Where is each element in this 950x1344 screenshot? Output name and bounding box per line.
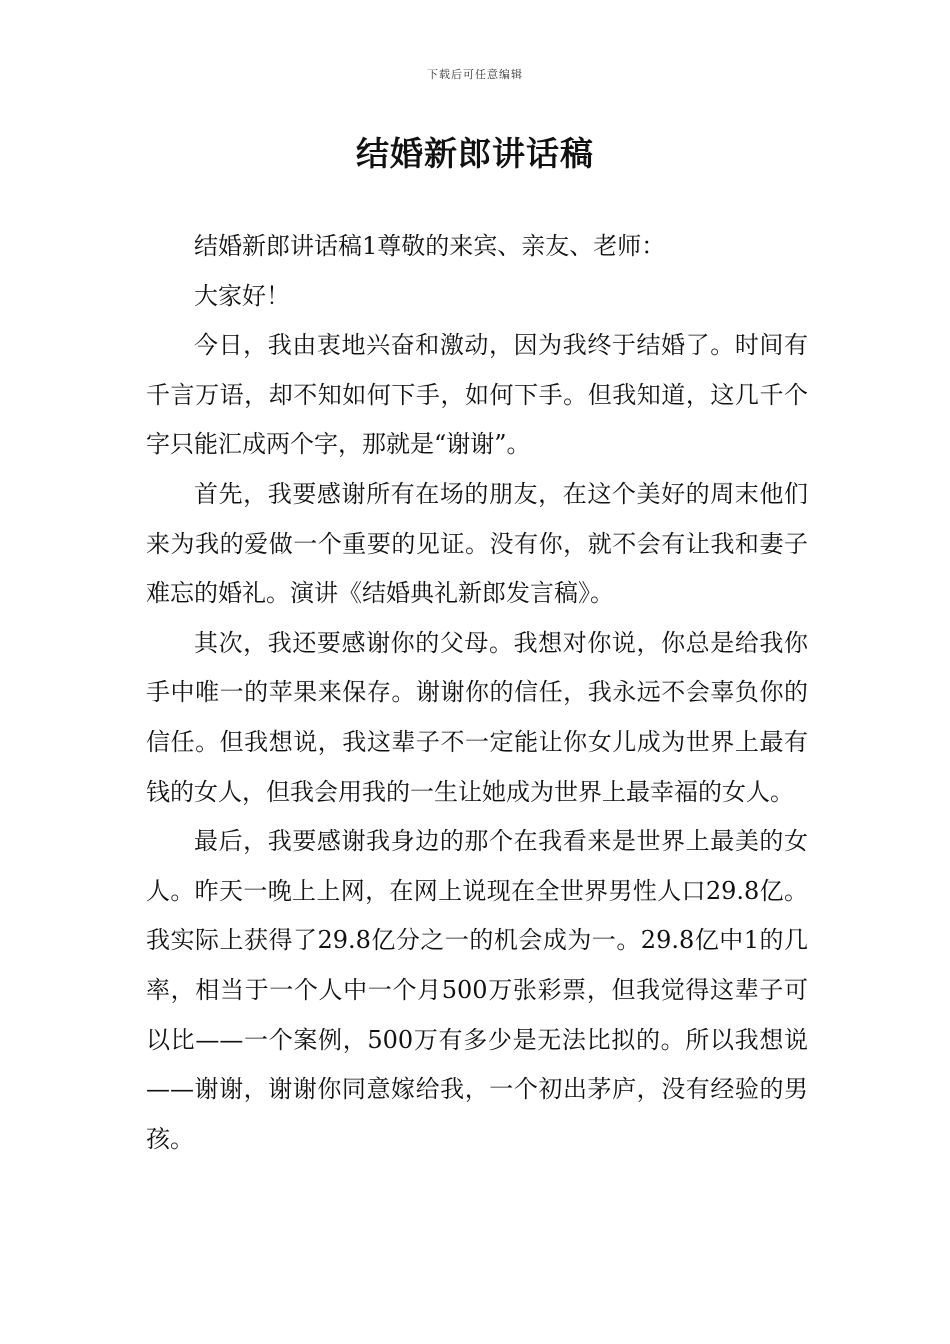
- paragraph-greeting: 结婚新郎讲话稿1尊敬的来宾、亲友、老师：: [194, 232, 666, 260]
- paragraph-first: 首先，我要感谢所有在场的朋友，在这个美好的周末他们来为我的爱做一个重要的见证。没有你，就不会有让我和妻子难忘的婚礼。演讲《结婚典礼新郎发言稿》。: [146, 479, 808, 608]
- paragraph-today: 今日，我由衷地兴奋和激动，因为我终于结婚了。时间有千言万语，却不知如何下手，如何下手。但我知道，这几千个字只能汇成两个字，那就是“谢谢”。: [146, 331, 808, 459]
- document-body: [146, 222, 808, 1164]
- paragraph-last: 最后，我要感谢我身边的那个在我看来是世界上最美的女人。昨天一晚上上网，在网上说现在全世界男性人口29.8亿。我实际上获得了29.8亿分之一的机会成为一。29.8亿中1的几率，相当于一个人中一个月500万张彩票，但我觉得这辈子可以比——一个案例，500万有多少是无法比拟的。所以我想说——谢谢，谢谢你同意嫁给我，一个初出茅庐，没有经验的男孩。: [146, 827, 808, 1153]
- paragraph-hello: 大家好！: [194, 281, 290, 310]
- document-title: 结婚新郎讲话稿: [356, 134, 594, 173]
- header-note: 下载后可任意编辑: [427, 68, 523, 81]
- paragraph-second: 其次，我还要感谢你的父母。我想对你说，你总是给我你手中唯一的苹果来保存。谢谢你的信任，我永远不会辜负你的信任。但我想说，我这辈子不一定能让你女儿成为世界上最有钱的女人，但我会用我的一生让她成为世界上最幸福的女人。: [146, 628, 808, 806]
